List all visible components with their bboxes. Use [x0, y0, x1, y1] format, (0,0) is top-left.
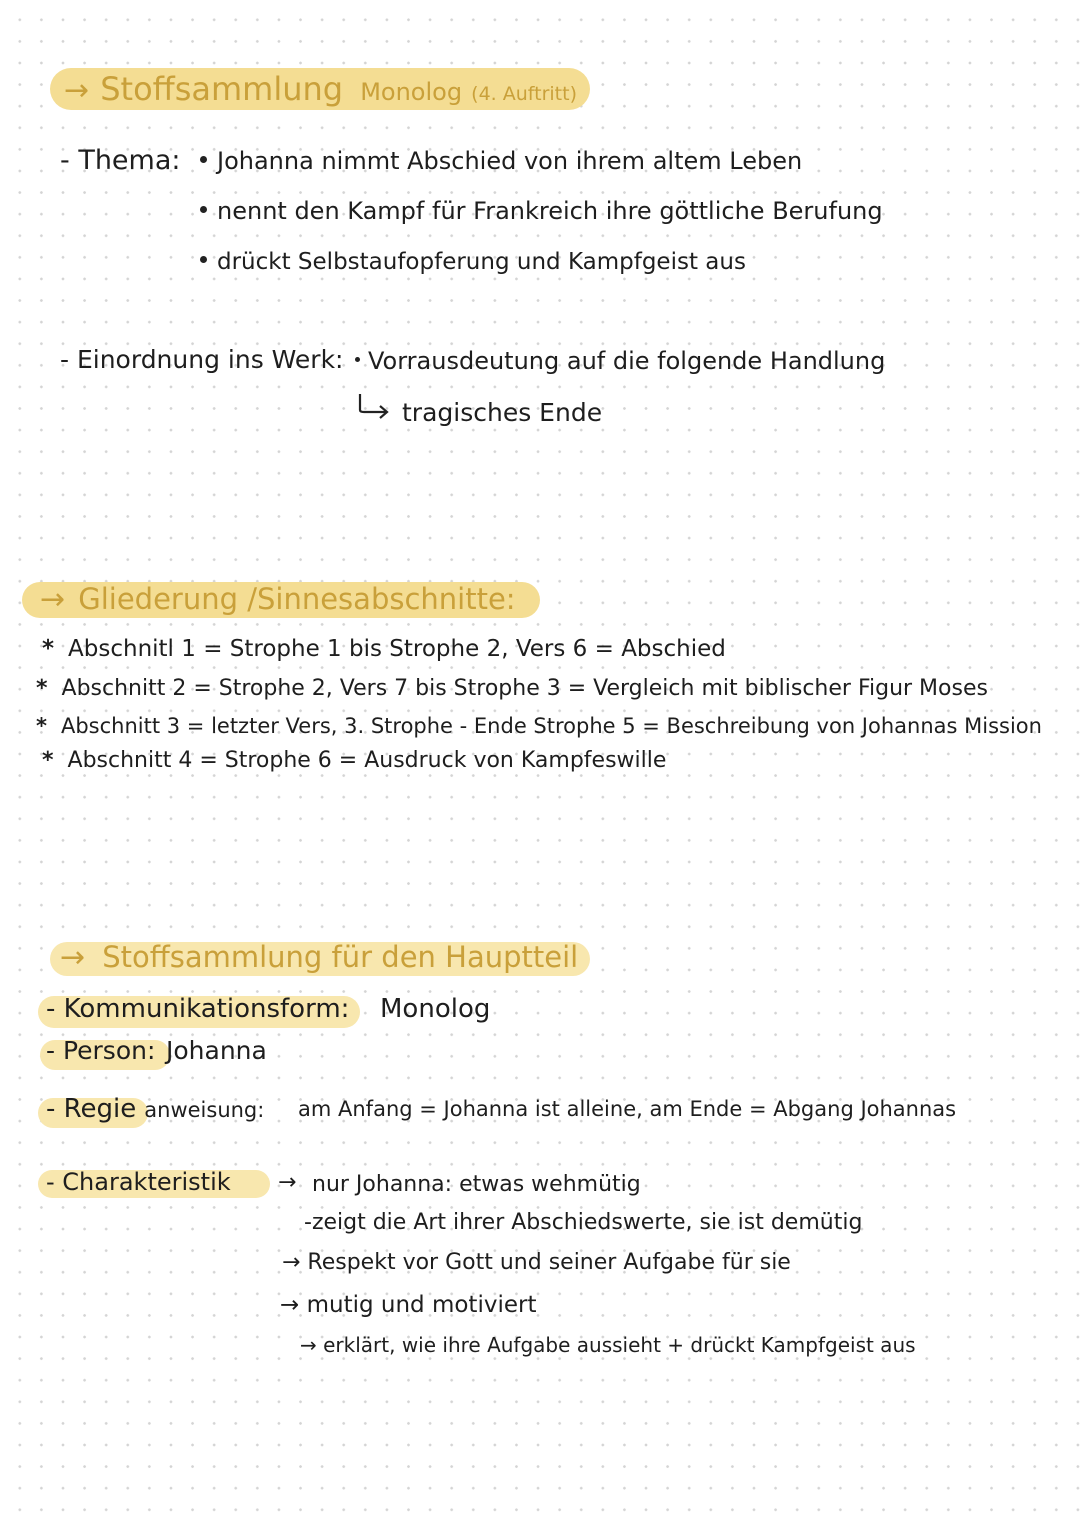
section1-title-note: (4. Auftritt) — [471, 83, 577, 105]
section1-title — [64, 70, 577, 108]
bullet-icon — [355, 357, 360, 362]
thema-item: Johanna nimmt Abschied von ihrem altem Leben — [200, 147, 802, 175]
char-line: -zeigt die Art ihrer Abschiedswerte, sie ist demütig — [304, 1210, 863, 1235]
section1-title-sub: Monolog — [360, 78, 463, 106]
bullet-icon — [200, 256, 207, 263]
star-icon: * — [36, 714, 47, 738]
regie-label: - Regie anweisung: — [46, 1094, 265, 1124]
person-value: Johanna — [166, 1036, 267, 1065]
bullet-icon — [200, 206, 207, 213]
bullet-icon — [200, 156, 207, 163]
section2-title — [40, 582, 516, 617]
star-icon: * — [36, 676, 48, 701]
person-label: - Person: — [46, 1036, 156, 1065]
regie-value: am Anfang = Johanna ist alleine, am Ende = Abgang Johannas — [298, 1097, 957, 1121]
arrow-icon: → — [40, 582, 66, 617]
kommunikation-value: Monolog — [380, 994, 491, 1024]
star-icon: * — [42, 748, 54, 773]
hook-arrow-icon — [356, 392, 396, 422]
char-line: → mutig und motiviert — [280, 1292, 537, 1318]
arrow-icon: → — [278, 1170, 297, 1195]
section3-title — [60, 940, 578, 975]
thema-label: - Thema: — [60, 145, 181, 176]
char-line: → Respekt vor Gott und seiner Aufgabe für sie — [282, 1250, 791, 1275]
star-icon: * — [42, 636, 55, 662]
kommunikation-label: - Kommunikationsform: — [46, 994, 350, 1024]
thema-item: drückt Selbstaufopferung und Kampfgeist aus — [200, 249, 746, 275]
arrow-icon: → — [64, 73, 90, 108]
char-line: → erklärt, wie ihre Aufgabe aussieht + drückt Kampfgeist aus — [300, 1333, 916, 1357]
section1-title-main: Stoffsammlung — [100, 70, 344, 108]
section2-title-text: Gliederung /Sinnesabschnitte: — [78, 582, 516, 616]
einordnung-item: Vorrausdeutung auf die folgende Handlung — [355, 347, 885, 375]
gliederung-row: * Abschnitl 1 = Strophe 1 bis Strophe 2, Vers 6 = Abschied — [42, 636, 726, 662]
arrow-icon: → — [60, 940, 86, 975]
gliederung-row: * Abschnitt 4 = Strophe 6 = Ausdruck von Kampfeswille — [42, 748, 667, 773]
thema-item: nennt den Kampf für Frankreich ihre göttliche Berufung — [200, 197, 883, 225]
einordnung-sub: tragisches Ende — [402, 398, 603, 427]
gliederung-row: * Abschnitt 2 = Strophe 2, Vers 7 bis Strophe 3 = Vergleich mit biblischer Figur Moses — [36, 676, 988, 701]
einordnung-label: - Einordnung ins Werk: — [60, 345, 344, 374]
gliederung-row: * Abschnitt 3 = letzter Vers, 3. Strophe - Ende Strophe 5 = Beschreibung von Johannas Mission — [36, 714, 1042, 738]
char-line: nur Johanna: etwas wehmütig — [312, 1172, 641, 1197]
section3-title-text: Stoffsammlung für den Hauptteil — [102, 940, 579, 974]
charakteristik-label: - Charakteristik — [46, 1168, 231, 1196]
